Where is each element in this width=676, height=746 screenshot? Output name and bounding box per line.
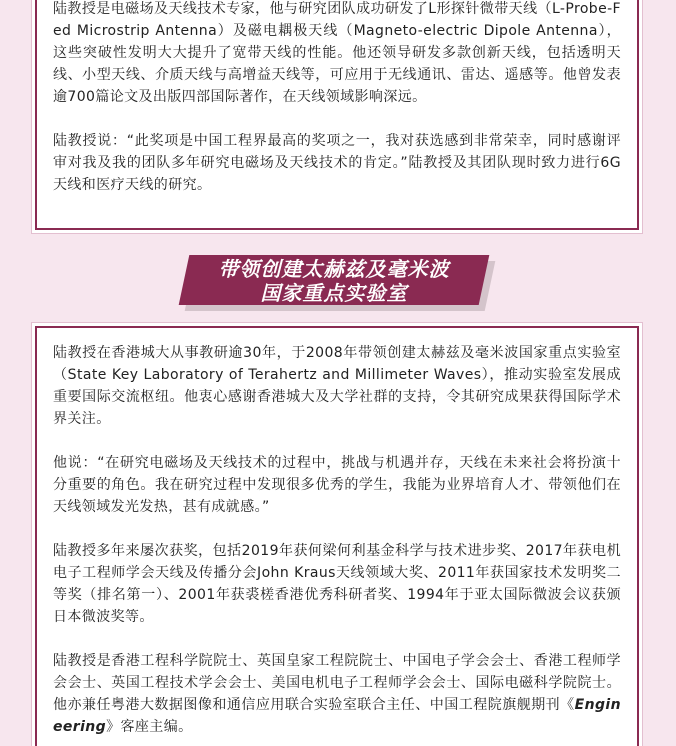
paragraph-antenna-inventions: 陆教授是电磁场及天线技术专家，他与研究团队成功研发了L形探针微带天线（L-Probe-Fed Microstrip Antenna）及磁电耦极天线（Magneto-electric Dipole Antenna），这些突破性发明大大提升了宽带天线的性能。他还领导研发多款创新天线，包括透明天线、小型天线、介质天线与高增益天线等，可应用于无线通讯、雷达、遥感等。他曾发表逾700篇论文及出版四部国际著作，在天线领域影响深远。 <box>53 1 621 105</box>
paragraph-lab-founding: 陆教授在香港城大从事教研逾30年，于2008年带领创建太赫兹及毫米波国家重点实验室（State Key Laboratory of Terahertz and Millimeter Waves），推动实验室发展成重要国际交流枢纽。他衷心感谢香港城大及大学社群的支持，令其研究成果获得国际学术界关注。 <box>53 345 621 427</box>
banner-title-line-2: 国家重点实验室 <box>260 281 408 305</box>
paragraph-award-quote: 陆教授说：“此奖项是中国工程界最高的奖项之一，我对获选感到非常荣幸，同时感谢评审对我及我的团队多年研究电磁场及天线技术的肯定。”陆教授及其团队现时致力进行6G天线和医疗天线的研究。 <box>53 133 621 193</box>
paragraph-research-quote: 他说：“在研究电磁场及天线技术的过程中，挑战与机遇并存，天线在未来社会将扮演十分重要的角色。我在研究过程中发现很多优秀的学生，我能为业界培育人才、带领他们在天线领域发光发热，甚有成就感。” <box>53 455 621 515</box>
paragraph-awards: 陆教授多年来屡次获奖，包括2019年获何梁何利基金科学与技术进步奖、2017年获电机电子工程师学会天线及传播分会John Kraus天线领域大奖、2011年获国家技术发明奖二等奖（排名第一）、2001年获裘槎香港优秀科研者奖、1994年于亚太国际微波会议获颁日本微波奖等。 <box>53 543 621 625</box>
paragraph-fellowships <box>53 650 621 738</box>
fellowships-text: 陆教授是香港工程科学院院士、英国皇家工程院院士、中国电子学会会士、香港工程师学会会士、英国工程技术学会会士、美国电机电子工程师学会会士、国际电磁科学院院士。他亦兼任粤港大数据图像和通信应用联合实验室联合主任、中国工程院旗舰期刊《 <box>53 653 621 713</box>
banner-title <box>184 257 484 305</box>
bottom-text-card <box>35 326 639 746</box>
fellowships-suffix: 》客座主编。 <box>106 719 193 735</box>
banner-title-line-1: 带领创建太赫兹及毫米波 <box>218 257 450 281</box>
top-text-card <box>35 0 639 230</box>
section-banner <box>184 255 494 313</box>
journal-name: Engineering <box>53 697 621 735</box>
